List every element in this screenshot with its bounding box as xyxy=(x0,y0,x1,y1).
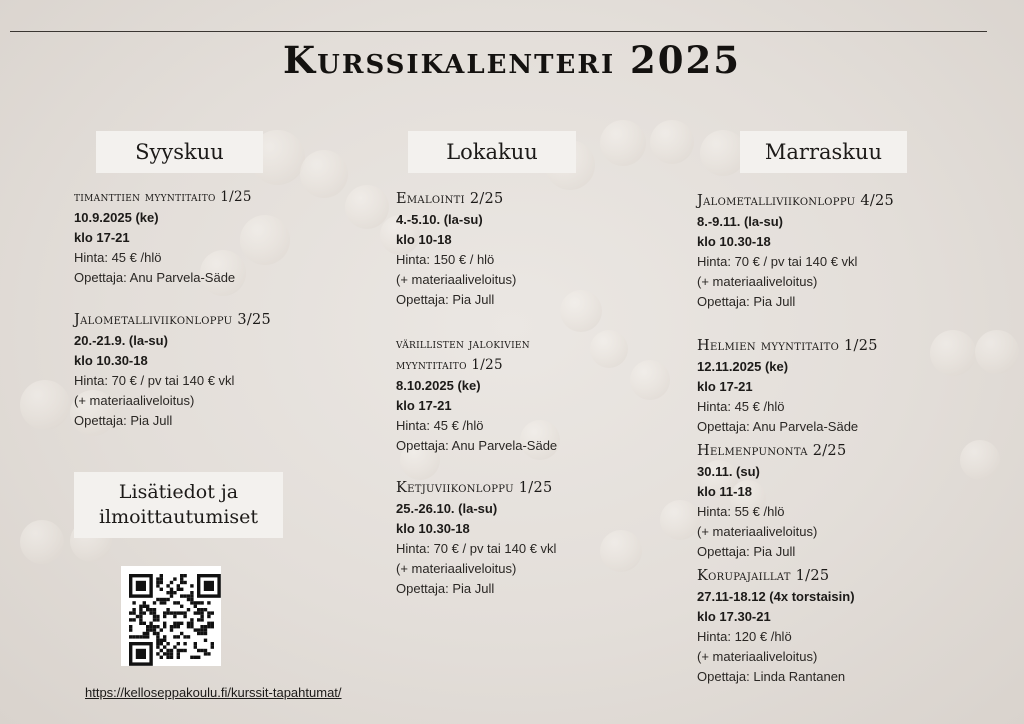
course-entry xyxy=(697,191,997,312)
course-detail-line: Hinta: 70 € / pv tai 140 € vkl xyxy=(697,254,858,269)
pearl-decoration xyxy=(650,120,694,164)
course-detail-line: Opettaja: Anu Parvela-Säde xyxy=(396,438,558,453)
course-detail-line: Opettaja: Pia Jull xyxy=(396,292,495,307)
page-title: Kurssikalenteri 2025 xyxy=(283,38,741,82)
course-schedule-line: 20.-21.9. (la-su) xyxy=(74,333,168,348)
course-detail-line: Opettaja: Anu Parvela-Säde xyxy=(74,270,236,285)
month-header-october: Lokakuu xyxy=(408,131,576,173)
course-title: Helmien myyntitaito 1/25 xyxy=(697,338,878,354)
course-schedule-line: 10.9.2025 (ke) xyxy=(74,210,159,225)
info-line-1: Lisätiedot ja xyxy=(118,481,239,503)
course-schedule-line: klo 17.30-21 xyxy=(697,609,771,624)
course-entry xyxy=(697,336,997,437)
course-schedule-line: 27.11-18.12 (4x torstaisin) xyxy=(697,589,855,604)
course-column-september xyxy=(74,187,364,453)
course-title: Ketjuviikonloppu 1/25 xyxy=(396,480,553,496)
course-detail-line: Opettaja: Pia Jull xyxy=(74,413,173,428)
course-column-october xyxy=(396,189,696,621)
qr-code-graphic xyxy=(121,566,221,666)
course-detail-line: Hinta: 55 € /hlö xyxy=(697,504,785,519)
course-detail-line: Hinta: 45 € /hlö xyxy=(396,418,484,433)
info-registration-box xyxy=(74,472,283,538)
course-entry xyxy=(74,310,364,431)
course-title: Jalometalliviikonloppu 4/25 xyxy=(697,193,895,209)
course-entry xyxy=(396,478,696,599)
course-detail-line: Hinta: 70 € / pv tai 140 € vkl xyxy=(74,373,235,388)
pearl-decoration xyxy=(600,120,646,166)
course-detail-line: (+ materiaaliveloitus) xyxy=(697,524,818,539)
course-schedule-line: 8.-9.11. (la-su) xyxy=(697,214,783,229)
course-schedule-line: 12.11.2025 (ke) xyxy=(697,359,789,374)
course-schedule-line: 30.11. (su) xyxy=(697,464,760,479)
course-detail-line: (+ materiaaliveloitus) xyxy=(74,393,195,408)
course-entry xyxy=(396,334,696,456)
course-schedule-line: 25.-26.10. (la-su) xyxy=(396,501,498,516)
course-schedule-line: 4.-5.10. (la-su) xyxy=(396,212,483,227)
course-schedule-line: klo 11-18 xyxy=(697,484,752,499)
course-entry xyxy=(74,187,364,288)
month-header-september: Syyskuu xyxy=(96,131,263,173)
course-detail-line: (+ materiaaliveloitus) xyxy=(697,649,818,664)
course-schedule-line: klo 17-21 xyxy=(396,398,452,413)
course-entry xyxy=(396,189,696,310)
course-schedule-line: klo 10.30-18 xyxy=(697,234,771,249)
course-entry xyxy=(697,441,997,562)
course-title: Jalometalliviikonloppu 3/25 xyxy=(74,312,272,328)
course-detail-line: Opettaja: Linda Rantanen xyxy=(697,669,846,684)
top-divider xyxy=(10,31,987,32)
course-title: timanttien myyntitaito 1/25 xyxy=(74,189,252,205)
course-detail-line: Hinta: 120 € /hlö xyxy=(697,629,792,644)
course-detail-line: (+ materiaaliveloitus) xyxy=(697,274,818,289)
course-title: Helmenpunonta 2/25 xyxy=(697,443,847,459)
course-schedule-line: klo 10-18 xyxy=(396,232,452,247)
course-detail-line: Opettaja: Pia Jull xyxy=(396,581,495,596)
info-line-2: ilmoittautumiset xyxy=(98,506,259,528)
course-detail-line: Opettaja: Pia Jull xyxy=(697,544,796,559)
course-title: Emalointi 2/25 xyxy=(396,191,504,207)
course-schedule-line: klo 17-21 xyxy=(697,379,753,394)
course-detail-line: Hinta: 45 € /hlö xyxy=(697,399,785,414)
course-detail-line: Hinta: 150 € / hlö xyxy=(396,252,495,267)
course-detail-line: Opettaja: Anu Parvela-Säde xyxy=(697,419,859,434)
course-schedule-line: 8.10.2025 (ke) xyxy=(396,378,481,393)
month-header-november: Marraskuu xyxy=(740,131,907,173)
course-detail-line: Hinta: 45 € /hlö xyxy=(74,250,162,265)
course-detail-line: Hinta: 70 € / pv tai 140 € vkl xyxy=(396,541,557,556)
course-title: Korupajaillat 1/25 xyxy=(697,568,830,584)
pearl-decoration xyxy=(20,520,64,564)
course-schedule-line: klo 17-21 xyxy=(74,230,130,245)
course-title: värillisten jalokivien myyntitaito 1/25 xyxy=(396,336,530,373)
course-detail-line: (+ materiaaliveloitus) xyxy=(396,272,517,287)
qr-code-icon[interactable] xyxy=(121,566,221,666)
course-entry xyxy=(697,566,997,687)
pearl-decoration xyxy=(20,380,70,430)
courses-link[interactable]: https://kelloseppakoulu.fi/kurssit-tapahtumat/ xyxy=(85,685,342,700)
course-detail-line: Opettaja: Pia Jull xyxy=(697,294,796,309)
course-detail-line: (+ materiaaliveloitus) xyxy=(396,561,517,576)
course-schedule-line: klo 10.30-18 xyxy=(74,353,148,368)
course-schedule-line: klo 10.30-18 xyxy=(396,521,470,536)
course-column-november xyxy=(697,191,997,709)
